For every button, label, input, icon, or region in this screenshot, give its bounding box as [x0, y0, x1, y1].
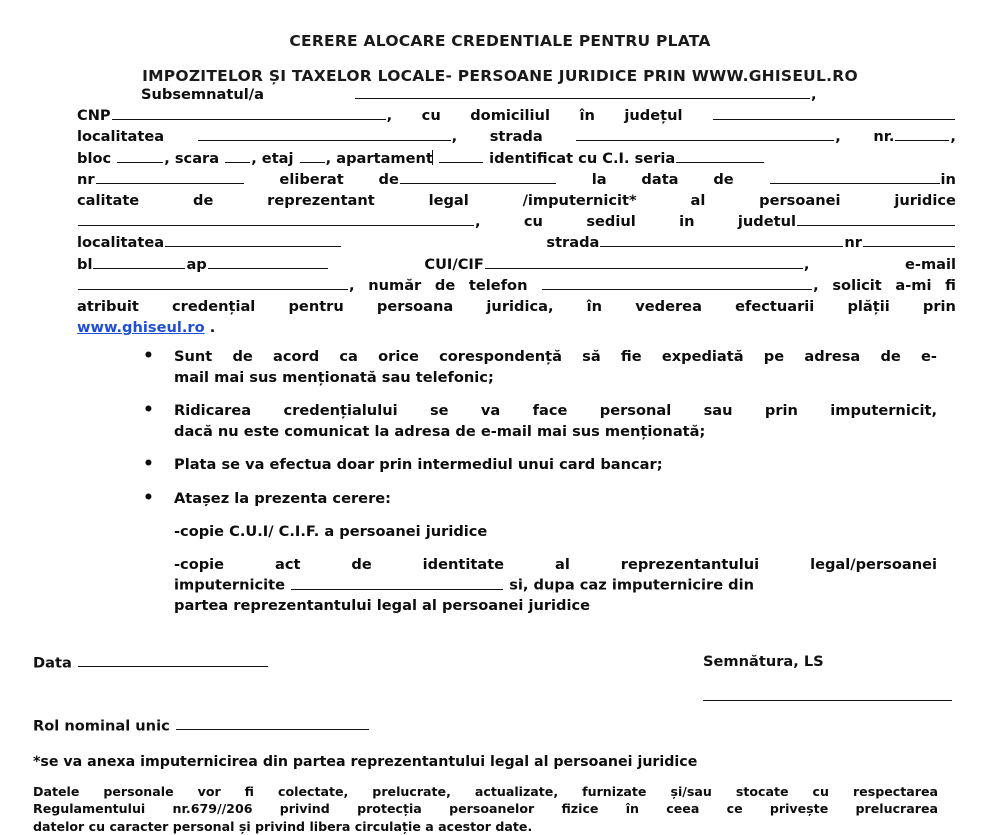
- bullet-3-line-1: • Plata se va efectua doar prin intermediul unui card bancar;: [174, 456, 663, 474]
- field-imputernicite[interactable]: [291, 575, 503, 589]
- form-line-8: [77, 232, 956, 253]
- list-item: [137, 455, 937, 476]
- text-caret: [432, 150, 433, 165]
- footnote: *se va anexa imputernicirea din partea reprezentantului legal al persoanei juridice: [33, 753, 698, 770]
- field-judet-sediu[interactable]: [797, 212, 955, 226]
- field-cui-cif[interactable]: [485, 254, 803, 268]
- line-5-in: in: [940, 170, 956, 188]
- link-trailing-dot: .: [209, 319, 216, 337]
- line-4-apartament: , apartament: [325, 149, 433, 167]
- page-title-line-2: IMPOZITELOR ȘI TAXELOR LOCALE- PERSOANE JURIDICE PRIN WWW.GHISEUL.RO: [142, 66, 858, 85]
- line-5-data: data: [641, 170, 679, 188]
- line-11-efectuarii: efectuarii: [735, 298, 815, 316]
- line-11-atribuit: atribuit: [77, 298, 139, 316]
- bullet-1-line-2: mail mai sus menționată sau telefonic;: [174, 368, 494, 386]
- gdpr-line-1: Datele personale vor fi colectate, prelucrate, actualizate, furnizate și/sau stocate cu respectarea: [33, 783, 938, 799]
- list-item: [137, 489, 937, 617]
- line-6-imputernicit: /imputernicit*: [522, 192, 637, 210]
- form-line-3: [77, 126, 956, 147]
- form-line-7: [77, 211, 956, 232]
- attachment-2-line-2: [174, 575, 937, 596]
- line-6-al: al: [690, 192, 706, 210]
- line-8-strada: strada: [546, 234, 600, 252]
- field-bloc[interactable]: [117, 148, 163, 162]
- field-data-eliberare[interactable]: [770, 169, 940, 183]
- attachment-item-2: [174, 555, 937, 617]
- line-7-in: in: [679, 213, 695, 231]
- attachment-2-line-2-tail: si, dupa caz imputernicire din: [509, 576, 755, 594]
- signature-zone: [0, 652, 1000, 735]
- line-2-comma: ,: [386, 107, 393, 125]
- conditions-list: [137, 347, 937, 616]
- field-rol-nominal[interactable]: [176, 716, 369, 730]
- subsemnatul-label: Subsemnatul/a: [141, 86, 264, 103]
- field-judet-domiciliu[interactable]: [713, 106, 955, 120]
- line-1-comma: ,: [811, 86, 817, 103]
- field-scara[interactable]: [225, 148, 250, 162]
- line-5-de: de: [378, 170, 399, 188]
- field-etaj[interactable]: [300, 148, 325, 162]
- form-line-11: [77, 296, 956, 317]
- list-item: [137, 401, 937, 442]
- form-line-4: [77, 148, 956, 169]
- gdpr-line-2: Regulamentului nr.679//206 privind protecția persoanelor fizice în ceea ce privește prelucrarea: [33, 801, 938, 817]
- line-5-la: la: [591, 170, 607, 188]
- field-localitate-sediu[interactable]: [165, 233, 341, 247]
- form-line-10: [77, 275, 956, 296]
- line-9-cuicif: CUI/CIF: [424, 255, 484, 273]
- line-9-email: e-mail: [904, 255, 956, 273]
- field-email[interactable]: [78, 275, 348, 289]
- line-11-credential: credențial: [172, 298, 256, 316]
- line-7-sediul: sediul: [586, 213, 636, 231]
- form-line-5: [77, 169, 956, 190]
- field-nr-sediu[interactable]: [863, 233, 955, 247]
- cnp-label: CNP: [77, 107, 111, 125]
- line-7-cu: cu: [523, 213, 543, 231]
- attachment-1-text: -copie C.U.I/ C.I.F. a persoanei juridice: [174, 523, 488, 541]
- gdpr-line-3: datelor cu caracter personal și privind libera circulație a acestor date.: [33, 818, 533, 834]
- field-cnp[interactable]: [112, 106, 386, 120]
- form-paragraph: [77, 84, 956, 338]
- line-6-juridice: juridice: [894, 192, 956, 210]
- field-strada-domiciliu[interactable]: [576, 127, 834, 141]
- line-10-solicit: , solicit a-mi fi: [813, 276, 956, 294]
- field-data[interactable]: [78, 653, 268, 667]
- bullet-2-line-2: dacă nu este comunicat la adresa de e-mail mai sus menționată;: [174, 422, 706, 440]
- form-line-1: [77, 84, 956, 105]
- form-line-9: [77, 254, 956, 275]
- field-ci-nr[interactable]: [96, 169, 244, 183]
- field-denumire-persoana-juridica[interactable]: [78, 212, 474, 226]
- line-7-judetul: judetul: [737, 213, 796, 231]
- line-5-de2: de: [713, 170, 734, 188]
- date-row: [33, 653, 269, 671]
- line-11-in: în: [586, 298, 603, 316]
- line-2-in: în: [579, 107, 595, 125]
- field-ap-sediu[interactable]: [208, 254, 328, 268]
- line-9-bl: bl: [77, 255, 93, 273]
- attachment-item-1: [174, 522, 937, 543]
- line-2-cu: cu: [421, 107, 441, 125]
- list-item: [137, 347, 937, 388]
- bullet-1-line-1: • Sunt de acord ca orice corespondență să fie expediată pe adresa de e-: [174, 348, 937, 366]
- field-bl-sediu[interactable]: [93, 254, 185, 268]
- bullet-2-line-1: • Ridicarea credențialului se va face personal sau prin imputernicit,: [174, 402, 937, 420]
- line-11-persoana: persoana: [376, 298, 454, 316]
- localitatea-label: localitatea: [77, 128, 165, 146]
- line-6-persoanei: persoanei: [759, 192, 841, 210]
- line-3-nr: , nr.: [835, 128, 895, 146]
- field-nr-domiciliu[interactable]: [895, 127, 949, 141]
- signature-label: Semnătura, LS: [703, 652, 824, 670]
- bloc-label: bloc: [77, 149, 112, 167]
- line-11-platii: plății: [847, 298, 890, 316]
- line-11-vederea: vederea: [635, 298, 702, 316]
- field-semnatura[interactable]: [703, 700, 952, 701]
- line-6-reprezentant: reprezentant: [267, 192, 375, 210]
- line-8-nr: nr: [844, 234, 862, 252]
- bullet-4-line-1: • Atașez la prezenta cerere:: [174, 489, 392, 507]
- form-line-12: [77, 317, 956, 338]
- form-line-6: [77, 190, 956, 211]
- form-body: [44, 84, 956, 338]
- line-2-judetul: județul: [624, 107, 683, 125]
- field-apartament[interactable]: [439, 148, 483, 162]
- line-2-domiciliul: domiciliul: [470, 107, 550, 125]
- line-6-calitate: calitate: [77, 192, 140, 210]
- field-localitate-domiciliu[interactable]: [198, 127, 451, 141]
- line-6-de: de: [193, 192, 214, 210]
- nr-label: nr: [77, 170, 95, 188]
- line-11-juridica: juridica,: [486, 298, 554, 316]
- line-6-legal: legal: [428, 192, 469, 210]
- line-11-prin: prin: [922, 298, 956, 316]
- line-4-etaj: , etaj: [251, 149, 294, 167]
- imputernicite-label: imputernicite: [174, 576, 286, 594]
- line-11-pentru: pentru: [288, 298, 344, 316]
- line-10-telefon: , număr de telefon: [349, 276, 528, 294]
- date-label: Data: [33, 654, 72, 672]
- line-8-localitatea: localitatea: [77, 234, 165, 252]
- field-nume[interactable]: [355, 85, 810, 99]
- line-5-eliberat: eliberat: [279, 170, 344, 188]
- line-7-comma: ,: [475, 213, 481, 231]
- document-title-block: [0, 0, 1000, 84]
- line-9-comma: ,: [803, 255, 810, 273]
- line-4-identificat: identificat cu C.I. seria: [489, 149, 676, 167]
- ghiseul-link[interactable]: www.ghiseul.ro: [77, 319, 205, 337]
- line-3-strada: , strada: [451, 128, 543, 146]
- field-ci-seria[interactable]: [676, 148, 764, 162]
- field-strada-sediu[interactable]: [600, 233, 843, 247]
- page-title-line-1: CERERE ALOCARE CREDENTIALE PENTRU PLATA: [289, 32, 711, 50]
- gdpr-notice: [33, 783, 938, 835]
- line-3-comma: ,: [950, 128, 956, 146]
- rol-label: Rol nominal unic: [33, 717, 170, 735]
- field-eliberat-de[interactable]: [400, 169, 556, 183]
- attachment-2-line-3: partea reprezentantului legal al persoanei juridice: [174, 597, 591, 615]
- line-4-scara: , scara: [164, 149, 220, 167]
- field-telefon[interactable]: [542, 275, 812, 289]
- form-line-2: [77, 105, 956, 126]
- rol-nominal-row: [33, 716, 370, 734]
- line-9-ap: ap: [186, 255, 207, 273]
- attachment-2-line-1: -copie act de identitate al reprezentantului legal/persoanei: [174, 555, 937, 573]
